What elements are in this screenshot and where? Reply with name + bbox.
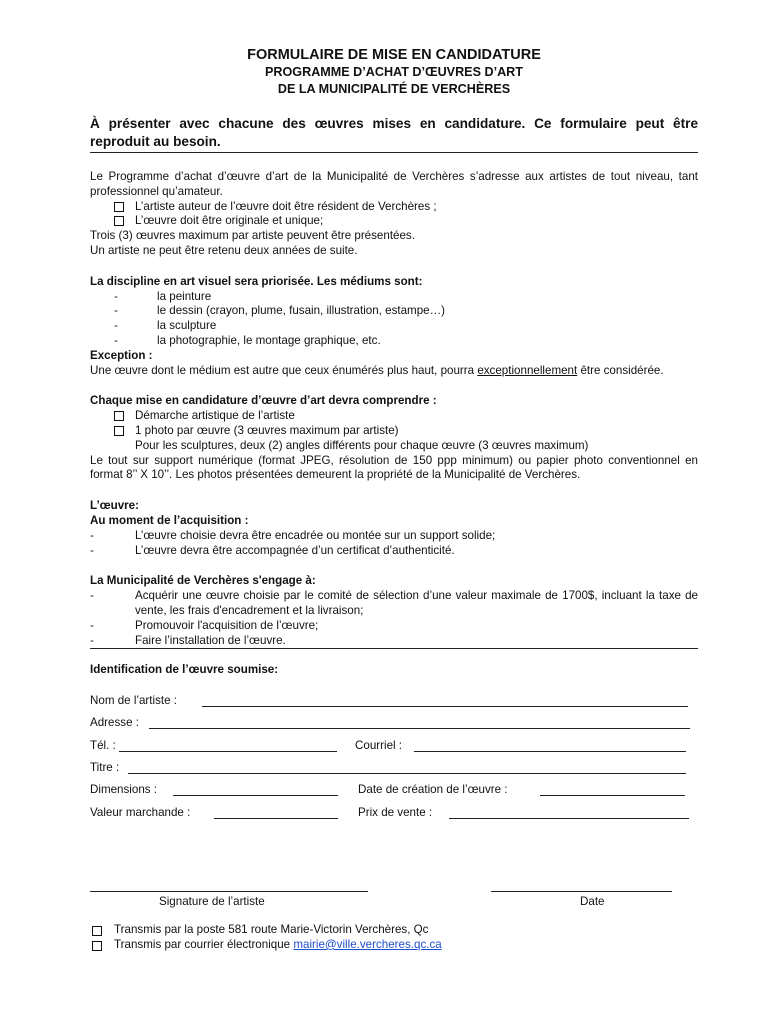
mail-option[interactable]: Transmis par la poste 581 route Marie-Victorin Verchères, Qc <box>91 923 442 938</box>
creation-date-field[interactable] <box>540 795 685 796</box>
field-row-adresse <box>90 716 698 738</box>
field-row-dimensions <box>90 783 698 805</box>
address-field[interactable] <box>149 728 690 729</box>
checkbox-icon <box>114 411 124 421</box>
submission-check-2: 1 photo par œuvre (3 œuvres maximum par artiste) <box>90 424 698 439</box>
identification-fields <box>90 694 698 828</box>
page-title: FORMULAIRE DE MISE EN CANDIDATURE <box>247 47 541 63</box>
program-line-2: Un artiste ne peut être retenu deux années de suite. <box>90 243 358 257</box>
municipality-heading: La Municipalité de Verchères s'engage à: <box>90 574 316 588</box>
discipline-heading: La discipline en art visuel sera priorisée. Les médiums sont: <box>90 274 423 288</box>
checkbox-icon <box>114 202 124 212</box>
market-value-label: Valeur marchande : <box>90 805 191 819</box>
field-row-tel <box>90 739 698 761</box>
title-label: Titre : <box>90 761 120 774</box>
program-text: Le Programme d’achat d’œuvre d’art de la Municipalité de Verchères s’adresse aux artistes de tout niveau, tant professionnel qu’amateur. <box>90 170 698 198</box>
program-check-1: L’artiste auteur de l’œuvre doit être résident de Verchères ; <box>90 200 698 215</box>
submission-check-1: Démarche artistique de l’artiste <box>90 409 698 424</box>
municipality-item: - Promouvoir l'acquisition de l’œuvre; <box>90 618 319 632</box>
oeuvre-item: - L’œuvre devra être accompagnée d’un certificat d’authenticité. <box>90 543 455 557</box>
medium-item: - la sculpture <box>114 319 217 333</box>
title-field[interactable] <box>128 773 686 774</box>
field-row-nom <box>90 694 698 716</box>
artist-name-label: Nom de l’artiste : <box>90 694 177 708</box>
intro-text: À présenter avec chacune des œuvres mises en candidature. Ce formulaire peut être reproduit au besoin. <box>90 115 698 153</box>
oeuvre-heading: L’œuvre: <box>90 499 139 513</box>
acquisition-heading: Au moment de l’acquisition : <box>90 513 249 527</box>
signature-line[interactable] <box>90 891 368 892</box>
checkbox-icon[interactable] <box>92 926 102 936</box>
checkbox-icon <box>114 216 124 226</box>
page-subtitle-2: DE LA MUNICIPALITÉ DE VERCHÈRES <box>277 82 511 96</box>
signature-label: Signature de l’artiste <box>159 895 265 908</box>
medium-item: - le dessin (crayon, plume, fusain, illustration, estampe…) <box>114 304 446 318</box>
dimensions-field[interactable] <box>173 795 338 796</box>
field-row-titre <box>90 761 698 783</box>
market-value-field[interactable] <box>214 818 338 819</box>
phone-label: Tél. : <box>90 738 116 752</box>
program-line-1: Trois (3) œuvres maximum par artiste peuvent être présentées. <box>90 229 415 243</box>
footer <box>91 923 442 953</box>
creation-date-label: Date de création de l’œuvre : <box>358 783 508 797</box>
exception-label: Exception : <box>90 348 153 362</box>
submission-text: Le tout sur support numérique (format JPEG, résolution de 150 ppp minimum) ou papier photo conventionnel en format 8’’ X 10’’. Les photos présentées demeurent la propriété de la Municipalité de Verchères. <box>90 453 698 482</box>
form-document <box>90 46 698 828</box>
checkbox-icon <box>114 426 124 436</box>
oeuvre-item: - L’œuvre choisie devra être encadrée ou montée sur un support solide; <box>90 528 496 542</box>
submission-section <box>90 394 698 483</box>
medium-item: - la photographie, le montage graphique, etc. <box>114 333 381 347</box>
oeuvre-section <box>90 499 698 558</box>
email-option[interactable]: Transmis par courrier électronique mairie@ville.vercheres.qc.ca <box>91 938 442 953</box>
dimensions-label: Dimensions : <box>90 783 158 797</box>
date-line[interactable] <box>491 891 672 892</box>
medium-item: - la peinture <box>114 289 212 303</box>
discipline-section <box>90 275 698 379</box>
field-row-valeur <box>90 806 698 828</box>
phone-field[interactable] <box>119 751 337 752</box>
municipality-section <box>90 574 698 649</box>
artist-name-field[interactable] <box>202 706 688 707</box>
exception-text: Une œuvre dont le médium est autre que ceux énumérés plus haut, pourra exceptionnellement être considérée. <box>90 363 664 377</box>
sale-price-label: Prix de vente : <box>358 805 433 819</box>
email-field[interactable] <box>414 751 686 752</box>
municipality-item: - Acquérir une œuvre choisie par le comité de sélection d’une valeur maximale de 1700$, incluant la taxe de vente, les frais d'encadrement et la livraison; <box>90 589 698 617</box>
sale-price-field[interactable] <box>449 818 689 819</box>
submission-heading: Chaque mise en candidature d’œuvre d’art devra comprendre : <box>90 394 437 408</box>
email-label: Courriel : <box>355 738 403 752</box>
identification-section <box>90 663 698 828</box>
municipality-item: - Faire l’installation de l’œuvre. <box>90 633 286 647</box>
address-label: Adresse : <box>90 716 139 730</box>
checkbox-icon[interactable] <box>92 941 102 951</box>
program-section <box>90 170 698 259</box>
date-label: Date <box>580 895 605 908</box>
program-check-2: L’œuvre doit être originale et unique; <box>90 214 698 229</box>
email-link[interactable]: mairie@ville.vercheres.qc.ca <box>293 937 442 951</box>
identification-heading: Identification de l’œuvre soumise: <box>90 663 279 677</box>
submission-sub: Pour les sculptures, deux (2) angles différents pour chaque œuvre (3 œuvres maximum) <box>135 438 589 452</box>
page-subtitle-1: PROGRAMME D’ACHAT D’ŒUVRES D’ART <box>265 65 523 79</box>
